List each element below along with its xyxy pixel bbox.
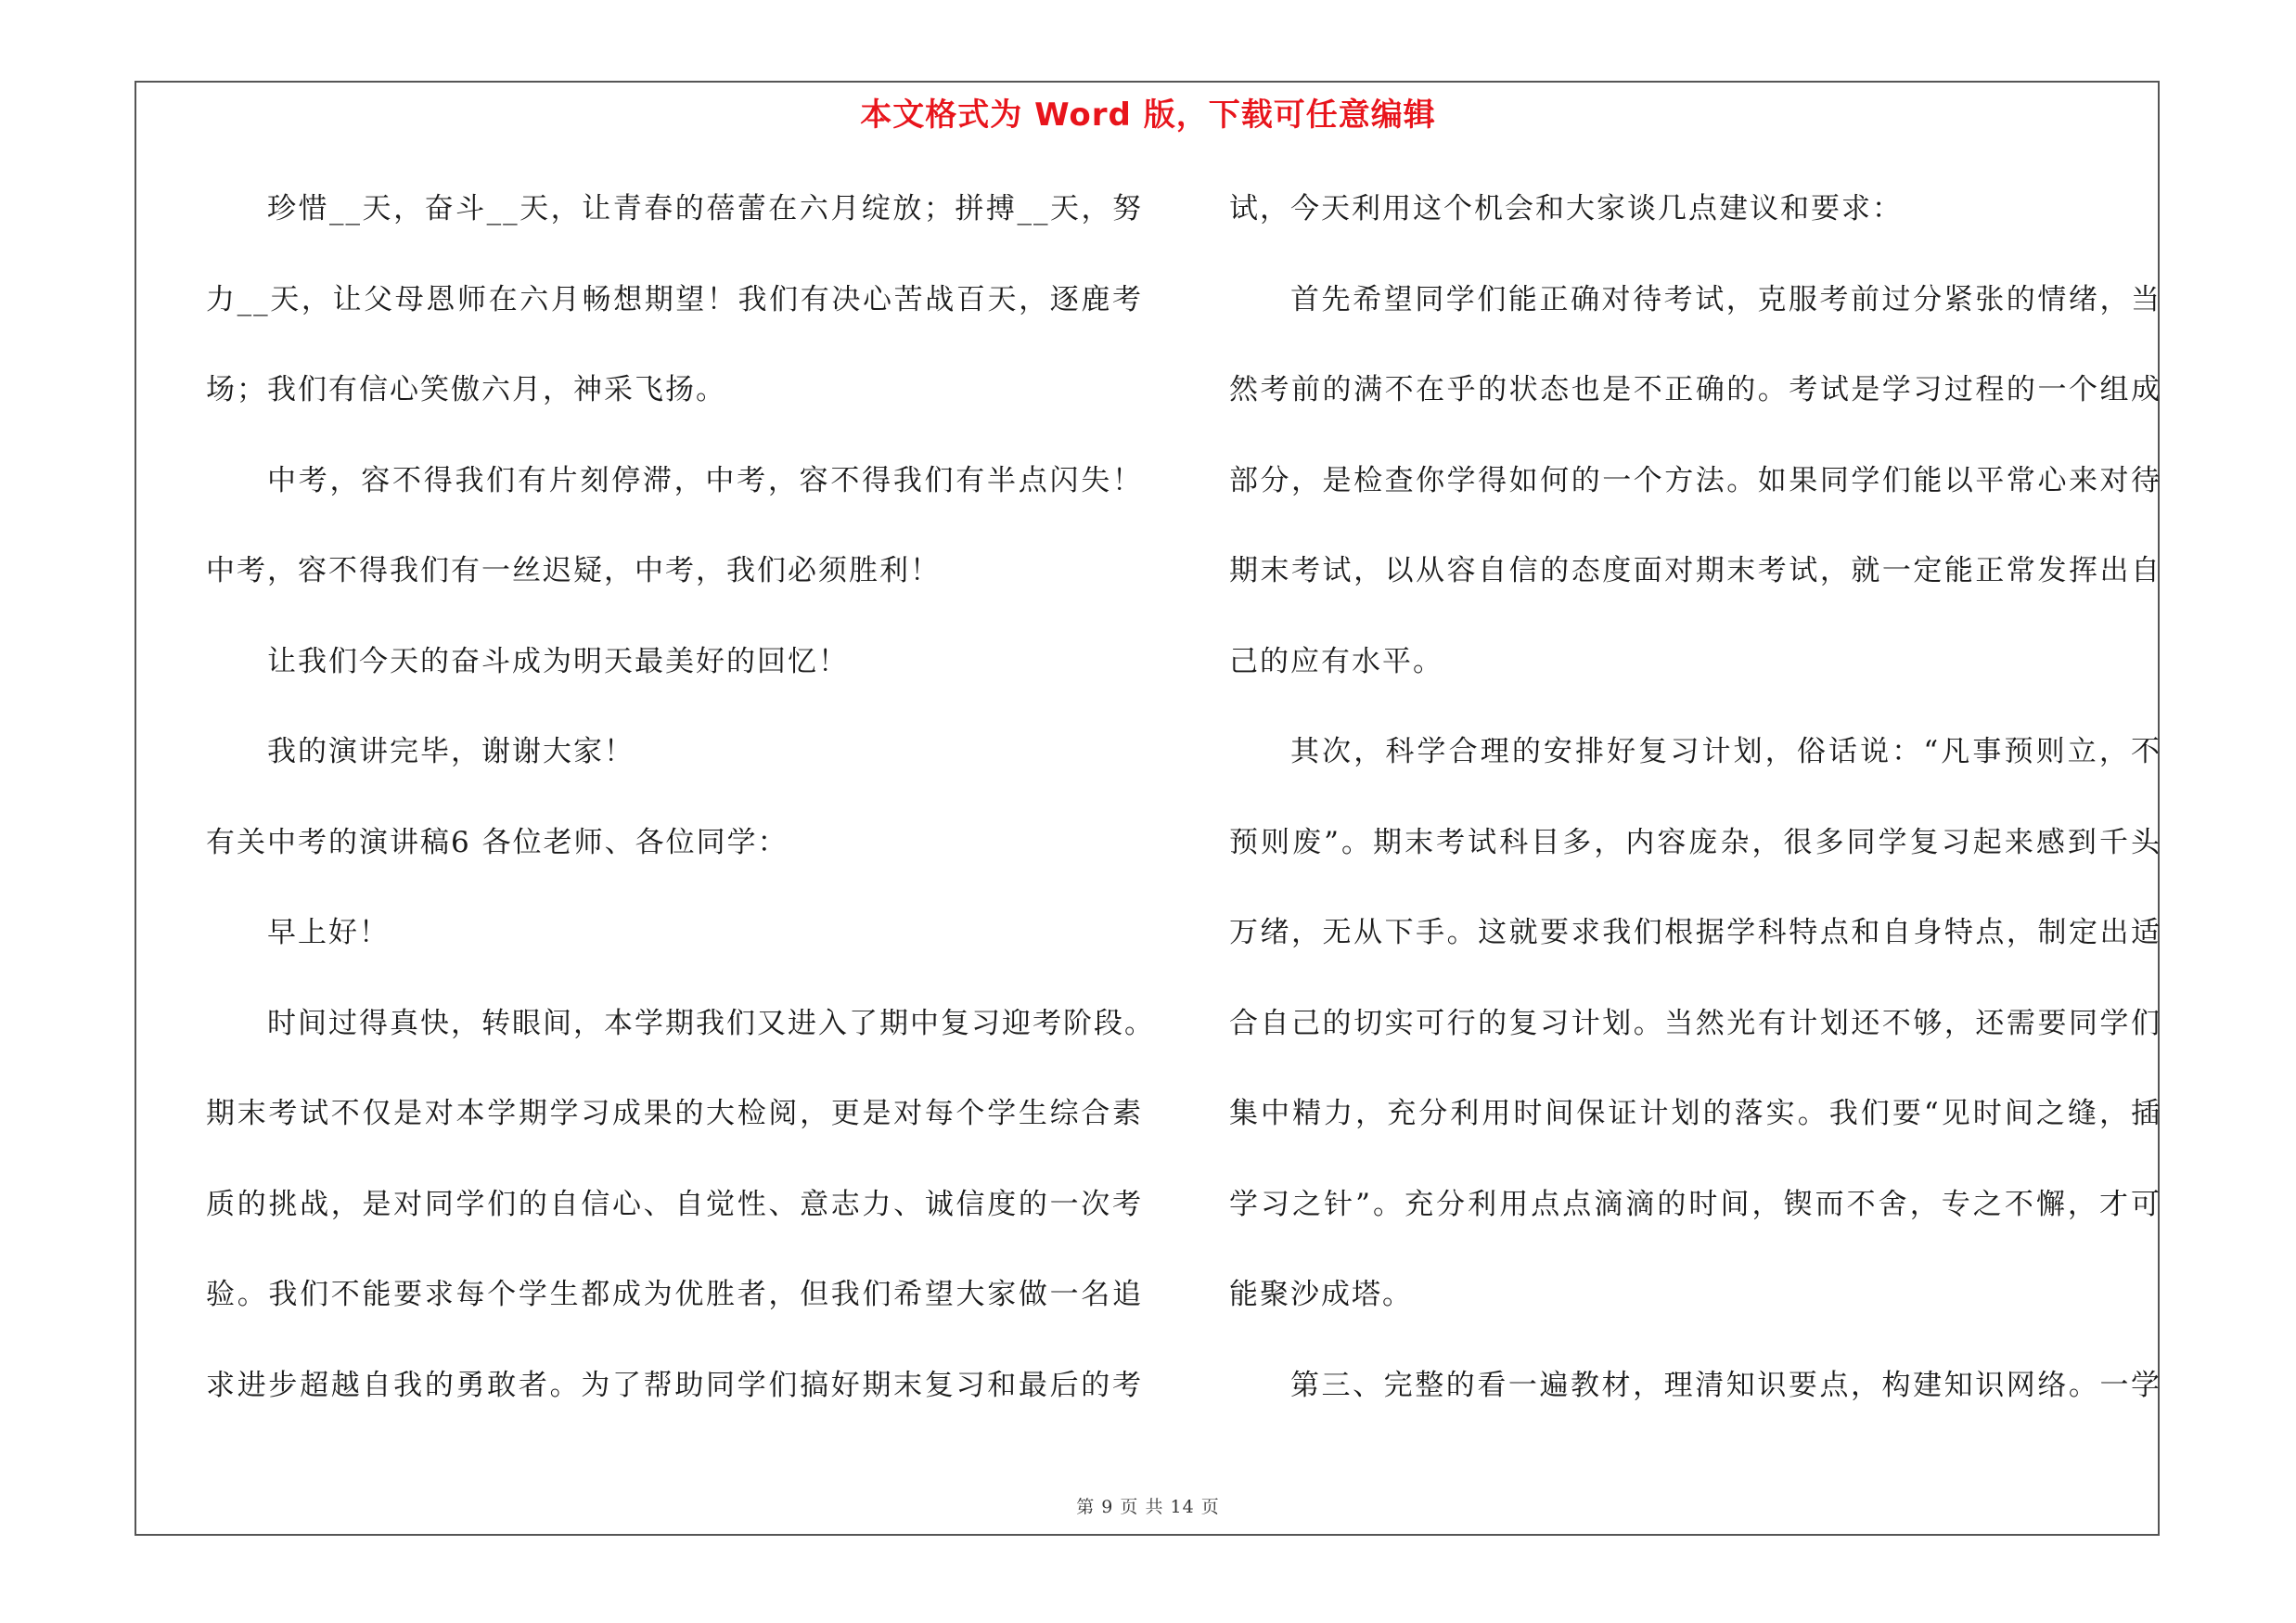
text-line: 其次，科学合理的安排好复习计划，俗话说：“凡事预则立，不 xyxy=(1290,735,2161,768)
text-line: 预则废”。期末考试科目多，内容庞杂，很多同学复习起来感到千头 xyxy=(1229,825,2161,859)
text-line: 有关中考的演讲稿6 各位老师、各位同学： xyxy=(206,825,789,859)
text-line: 首先希望同学们能正确对待考试，克服考前过分紧张的情绪，当 xyxy=(1290,282,2161,316)
text-line: 时间过得真快，转眼间，本学期我们又进入了期中复习迎考阶段。 xyxy=(267,1006,1155,1040)
text-line: 能聚沙成塔。 xyxy=(1229,1278,1413,1311)
header-banner: 本文格式为 Word 版，下载可任意编辑 xyxy=(860,97,1436,134)
text-line: 试，今天利用这个机会和大家谈几点建议和要求： xyxy=(1229,192,1903,225)
text-line: 然考前的满不在乎的状态也是不正确的。考试是学习过程的一个组成 xyxy=(1229,373,2161,406)
text-line: 让我们今天的奋斗成为明天最美好的回忆！ xyxy=(267,644,849,678)
text-line: 己的应有水平。 xyxy=(1229,644,1443,678)
text-line: 早上好！ xyxy=(267,916,390,949)
text-line: 珍惜__天，奋斗__天，让青春的蓓蕾在六月绽放；拼搏__天，努 xyxy=(267,192,1143,225)
left-text-column xyxy=(206,181,1155,1448)
text-line: 验。我们不能要求每个学生都成为优胜者，但我们希望大家做一名追 xyxy=(206,1278,1143,1311)
text-line: 万绪，无从下手。这就要求我们根据学科特点和自身特点，制定出适 xyxy=(1229,916,2161,949)
text-line: 质的挑战，是对同学们的自信心、自觉性、意志力、诚信度的一次考 xyxy=(206,1187,1143,1221)
text-line: 期末考试不仅是对本学期学习成果的大检阅，更是对每个学生综合素 xyxy=(206,1097,1143,1130)
text-line: 中考，容不得我们有片刻停滞，中考，容不得我们有半点闪失！ xyxy=(267,463,1143,497)
right-text-column xyxy=(1229,181,2161,1448)
text-line: 我的演讲完毕，谢谢大家！ xyxy=(267,735,635,768)
text-line: 集中精力，充分利用时间保证计划的落实。我们要“见时间之缝，插 xyxy=(1229,1097,2161,1130)
text-line: 场；我们有信心笑傲六月，神采飞扬。 xyxy=(206,373,726,406)
text-line: 部分，是检查你学得如何的一个方法。如果同学们能以平常心来对待 xyxy=(1229,463,2161,497)
text-line: 求进步超越自我的勇敢者。为了帮助同学们搞好期末复习和最后的考 xyxy=(206,1368,1143,1402)
page-number-footer: 第 9 页 共 14 页 xyxy=(1076,1497,1220,1517)
text-line: 学习之针”。充分利用点点滴滴的时间，锲而不舍，专之不懈，才可 xyxy=(1229,1187,2161,1221)
text-line: 合自己的切实可行的复习计划。当然光有计划还不够，还需要同学们 xyxy=(1229,1006,2161,1040)
text-line: 力__天，让父母恩师在六月畅想期望！我们有决心苦战百天，逐鹿考 xyxy=(206,282,1143,316)
text-line: 期末考试，以从容自信的态度面对期末考试，就一定能正常发挥出自 xyxy=(1229,554,2161,587)
text-line: 中考，容不得我们有一丝迟疑，中考，我们必须胜利！ xyxy=(206,554,941,587)
text-line: 第三、完整的看一遍教材，理清知识要点，构建知识网络。一学 xyxy=(1290,1368,2161,1402)
